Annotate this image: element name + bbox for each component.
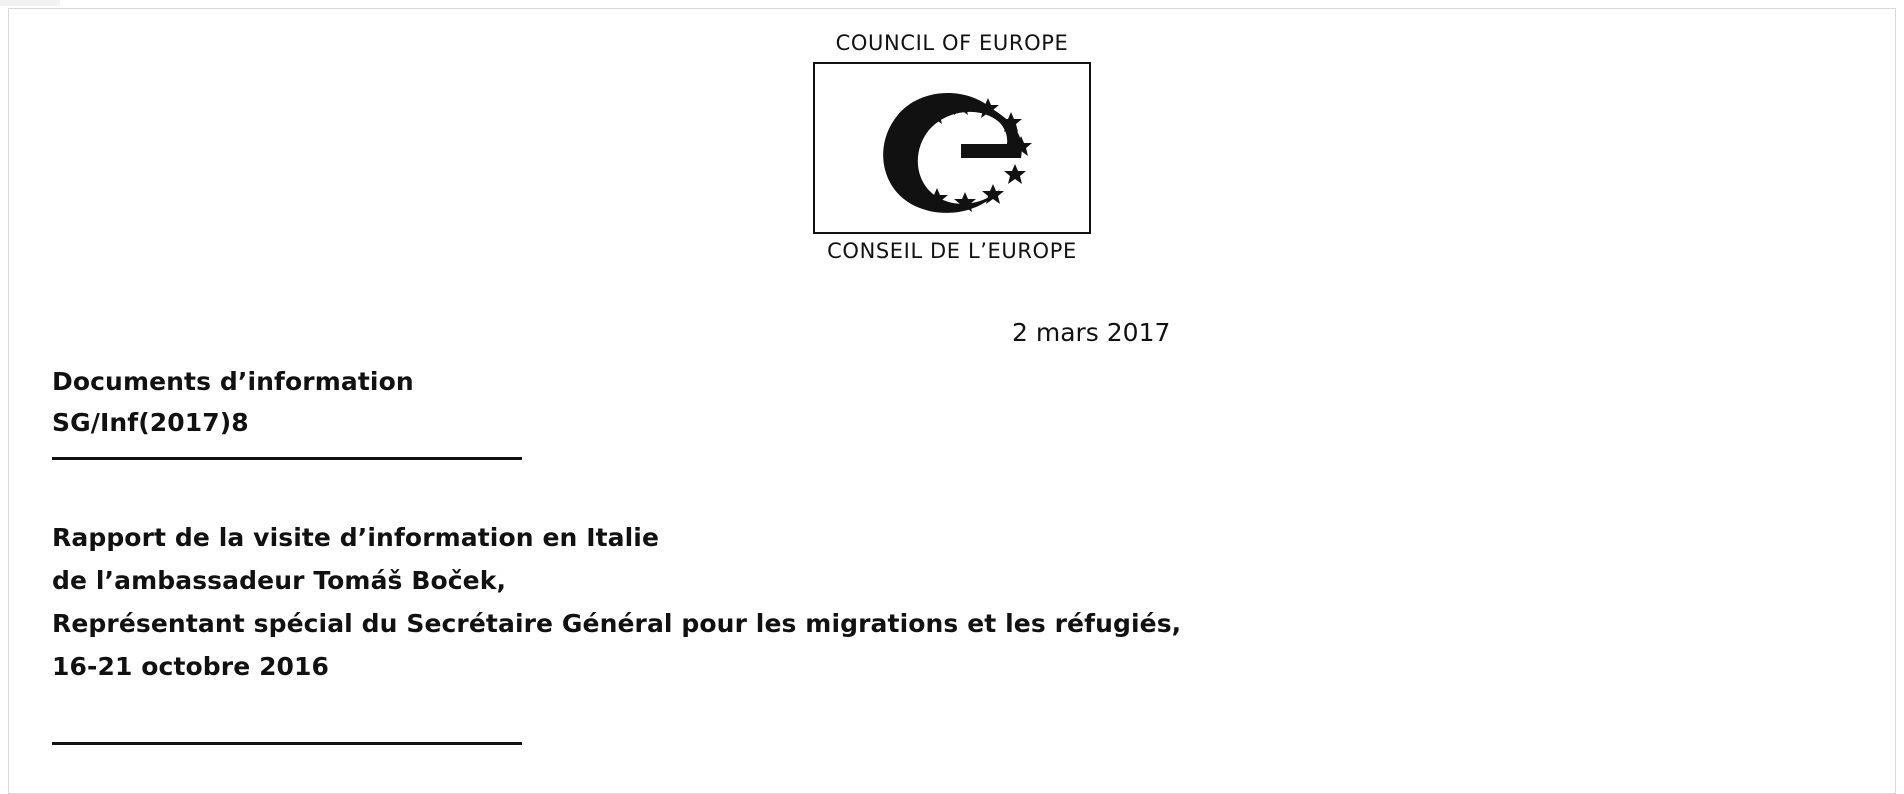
council-of-europe-emblem [742, 30, 1162, 265]
page-title: Rapport de la visite d’information en Italie [52, 523, 660, 552]
document-reference-block [52, 362, 1552, 460]
document-number: SG/Inf(2017)8 [52, 407, 249, 437]
title-line-dates: 16-21 octobre 2016 [52, 652, 330, 681]
horizontal-rule-top [52, 457, 522, 460]
emblem-bottom-caption: CONSEIL DE L’EUROPE [827, 239, 1077, 264]
council-of-europe-logo-icon [813, 62, 1091, 234]
document-date: 2 mars 2017 [1012, 318, 1171, 347]
document-title-block [52, 516, 1652, 688]
title-line-role: Représentant spécial du Secrétaire Général pour les migrations et les réfugiés, [52, 609, 1182, 638]
horizontal-rule-bottom [52, 742, 522, 745]
emblem-top-caption: COUNCIL OF EUROPE [835, 31, 1069, 55]
title-line-author: de l’ambassadeur Tomáš Boček, [52, 566, 507, 595]
document-series-label: Documents d’information [52, 367, 414, 396]
